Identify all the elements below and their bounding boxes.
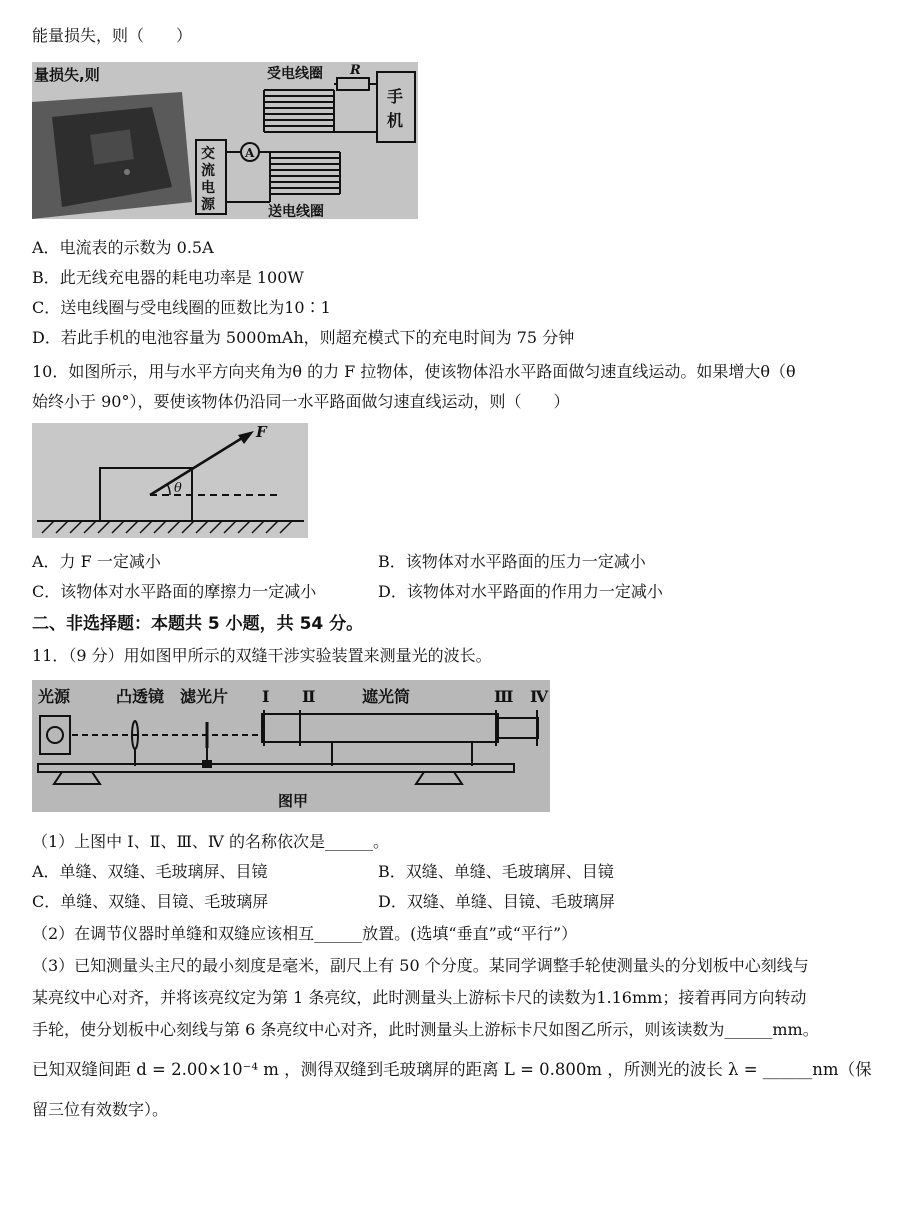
roman-iv-label: Ⅳ — [530, 687, 549, 706]
q11-option-d: D．双缝、单缝、目镜、毛玻璃屏 — [378, 892, 615, 911]
tube-label: 遮光筒 — [362, 687, 411, 706]
q11-part3-line1: （3）已知测量头主尺的最小刻度是毫米，副尺上有 50 个分度。某同学调整手轮使测量头的分划板中心刻线与 — [32, 956, 809, 975]
q11-option-b: B．双缝、单缝、毛玻璃屏、目镜 — [378, 862, 614, 881]
figure-crop-text: 量损失,则 — [34, 66, 100, 84]
q10-option-b: B．该物体对水平路面的压力一定减小 — [378, 552, 646, 571]
double-slit-apparatus-figure — [32, 680, 550, 812]
q11-part3-line3: 手轮，使分划板中心刻线与第 6 条亮纹中心对齐，此时测量头上游标卡尺如图乙所示，则该读数为______mm。 — [32, 1020, 819, 1039]
force-label: F — [256, 423, 267, 441]
q9-option-b: B．此无线充电器的耗电功率是 100W — [32, 268, 304, 287]
svg-text:交: 交 — [201, 146, 215, 162]
svg-text:A: A — [245, 146, 255, 160]
q10-stem-line1: 10．如图所示，用与水平方向夹角为θ 的力 F 拉物体，使该物体沿水平路面做匀速直线运动。如果增大θ（θ — [32, 362, 796, 381]
q11-stem: 11．（9 分）用如图甲所示的双缝干涉实验装置来测量光的波长。 — [32, 646, 492, 665]
filter-label: 滤光片 — [180, 687, 229, 706]
lens-label: 凸透镜 — [116, 687, 165, 706]
q10-stem-line2: 始终小于 90°），要使该物体仍沿同一水平路面做匀速直线运动，则（ ） — [32, 392, 570, 411]
phone-label-2: 机 — [387, 111, 404, 130]
q11-part4: 已知双缝间距 d = 2.00×10⁻⁴ m ，测得双缝到毛玻璃屏的距离 L = 0.800m ，所测光的波长 λ = ______nm（保 — [32, 1060, 872, 1079]
phone-label-1: 手 — [387, 87, 404, 106]
roman-iii-label: Ⅲ — [494, 687, 514, 706]
question-9-tail: 能量损失，则（ ） — [32, 26, 193, 45]
q9-option-d: D．若此手机的电池容量为 5000mAh，则超充模式下的充电时间为 75 分钟 — [32, 328, 575, 347]
theta-label: θ — [174, 481, 182, 496]
q10-option-a: A．力 F 一定减小 — [32, 552, 161, 571]
svg-text:源: 源 — [201, 197, 215, 213]
q11-option-a: A．单缝、双缝、毛玻璃屏、目镜 — [32, 862, 268, 881]
section-2-heading: 二、非选择题：本题共 5 小题，共 54 分。 — [32, 614, 364, 634]
q9-option-a: A．电流表的示数为 0.5A — [32, 238, 214, 257]
q11-option-c: C．单缝、双缝、目镜、毛玻璃屏 — [32, 892, 269, 911]
figure-caption: 图甲 — [278, 792, 309, 810]
svg-text:流: 流 — [201, 163, 215, 179]
roman-ii-label: Ⅱ — [302, 687, 316, 706]
send-coil-label: 送电线圈 — [268, 204, 324, 219]
receive-coil-label: 受电线圈 — [267, 66, 323, 82]
q11-part3-line2: 某亮纹中心对齐，并将该亮纹定为第 1 条亮纹，此时测量头上游标卡尺的读数为1.16mm；接着再同方向转动 — [32, 988, 807, 1007]
roman-i-label: Ⅰ — [262, 687, 270, 706]
force-block-figure — [32, 423, 308, 538]
q10-option-c: C．该物体对水平路面的摩擦力一定减小 — [32, 582, 317, 601]
q11-part5: 留三位有效数字）。 — [32, 1100, 169, 1119]
q9-option-c: C．送电线圈与受电线圈的匝数比为10∶1 — [32, 298, 331, 317]
light-source-label: 光源 — [38, 687, 71, 706]
q11-part2: （2）在调节仪器时单缝和双缝应该相互______放置。(选填“垂直”或“平行”） — [32, 924, 578, 943]
resistor-label: R — [350, 63, 361, 78]
q10-option-d: D．该物体对水平路面的作用力一定减小 — [378, 582, 663, 601]
wireless-charger-figure — [32, 62, 418, 219]
q11-part1: （1）上图中 Ⅰ、Ⅱ、Ⅲ、Ⅳ 的名称依次是______。 — [32, 832, 389, 851]
svg-text:电: 电 — [201, 180, 215, 196]
